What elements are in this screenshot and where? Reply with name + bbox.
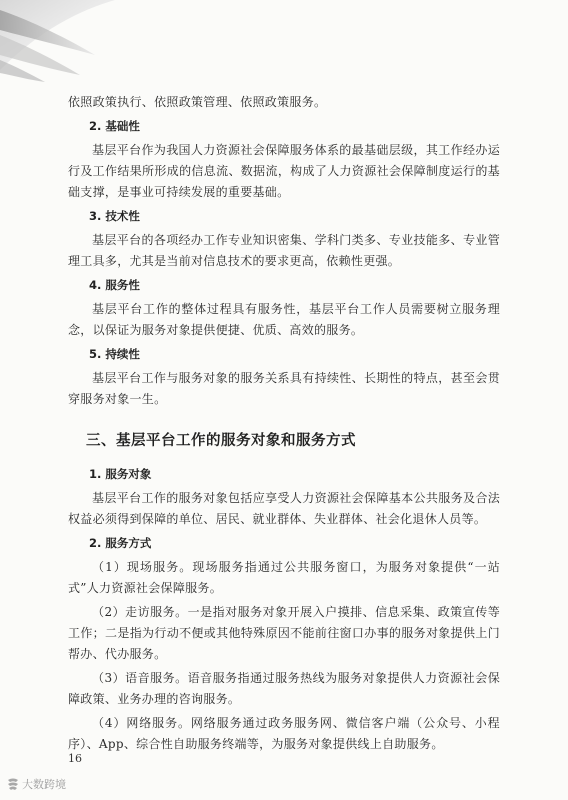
watermark-text: 大数跨境 — [22, 778, 66, 791]
subsection-paragraph-service-targets: 基层平台工作的服务对象包括应享受人力资源社会保障基本公共服务及合法权益必须得到保障的单位、居民、就业群体、失业群体、社会化退休人员等。 — [68, 491, 500, 526]
section-heading-foundational: 2. 基础性 — [89, 119, 140, 133]
intro-paragraph: 依照政策执行、依照政策管理、依照政策服务。 — [68, 95, 327, 109]
list-item-voice-service: （3）语音服务。语音服务指通过服务热线为服务对象提供人力资源社会保障政策、业务办理的咨询服务。 — [68, 671, 500, 706]
list-item-online-service: （4）网络服务。网络服务通过政务服务网、微信客户端（公众号、小程序）、App、综合性自助服务终端等，为服务对象提供线上自助服务。 — [68, 716, 500, 751]
page-number: 16 — [68, 752, 82, 765]
watermark — [6, 776, 66, 792]
list-item-visit-service: （2）走访服务。一是指对服务对象开展入户摸排、信息采集、政策宣传等工作；二是指为行动不便或其他特殊原因不能前往窗口办事的服务对象提供上门帮办、代办服务。 — [68, 605, 500, 661]
section-paragraph-service: 基层平台工作的整体过程具有服务性，基层平台工作人员需要树立服务理念，以保证为服务对象提供便捷、优质、高效的服务。 — [68, 302, 500, 337]
section-paragraph-foundational: 基层平台作为我国人力资源社会保障服务体系的最基础层级，其工作经办运行及工作结果所形成的信息流、数据流，构成了人力资源社会保障制度运行的基础支撑，是事业可持续发展的重要基础。 — [68, 143, 500, 199]
subsection-heading-service-targets: 1. 服务对象 — [89, 467, 152, 481]
section-heading-technical: 3. 技术性 — [89, 209, 140, 223]
page-corner-decoration — [0, 0, 115, 85]
section-paragraph-continuity: 基层平台工作与服务对象的服务关系具有持续性、长期性的特点，甚至会贯穿服务对象一生。 — [68, 371, 500, 406]
subsection-heading-service-methods: 2. 服务方式 — [89, 536, 152, 550]
list-item-onsite-service: （1）现场服务。现场服务指通过公共服务窗口，为服务对象提供“一站式”人力资源社会保障服务。 — [68, 560, 500, 595]
watermark-logo-icon — [6, 777, 20, 791]
chapter-heading: 三、基层平台工作的服务对象和服务方式 — [86, 432, 356, 449]
page-body — [68, 92, 500, 758]
section-heading-continuity: 5. 持续性 — [89, 347, 140, 361]
section-heading-service: 4. 服务性 — [89, 278, 140, 292]
section-paragraph-technical: 基层平台的各项经办工作专业知识密集、学科门类多、专业技能多、专业管理工具多，尤其是当前对信息技术的要求更高，依赖性更强。 — [68, 233, 500, 268]
